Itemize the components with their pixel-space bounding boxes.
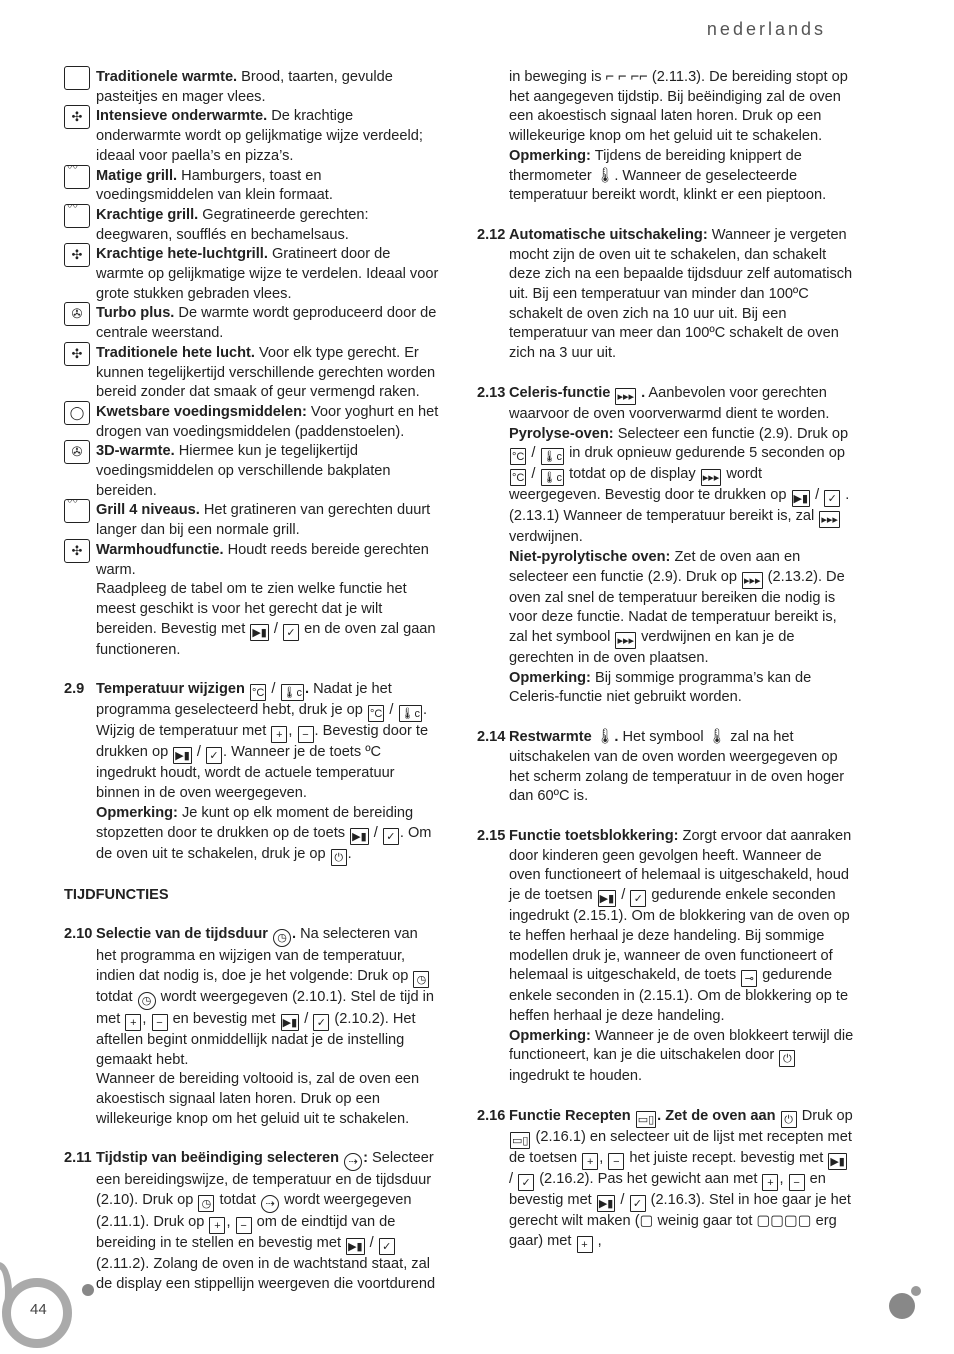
minus-key-icon: − [608, 1153, 624, 1170]
confirm-key-icon: ✓ [630, 890, 646, 907]
page-number: 44 [30, 1301, 47, 1318]
celsius-key-icon: °C [368, 705, 384, 722]
thermo-key-icon: 🌡c [541, 469, 564, 486]
section-2-14: 2.14 Restwarmte 🌡. Het symbool 🌡 zal na het uitschakelen van de oven worden weergegeven op het scherm zolang de temperatuur in de oven hoger dan 60ºC is. [477, 729, 845, 805]
mode-description: Voor elk type gerecht. Er kunnen tegelijkertijd verschillende gerechten worden bereid zonder dat smaak of geur vermengd raken. [96, 344, 436, 401]
cooking-mode-item [64, 442, 442, 501]
play-pause-key-icon: ▶▮ [792, 490, 811, 507]
celeris-icon: ▸▸▸ [615, 632, 636, 649]
mode-title: Matige grill. [96, 167, 178, 184]
mode-title: Grill 4 niveaus. [96, 502, 200, 519]
plus-key-icon: + [582, 1153, 598, 1170]
mode-description: Houdt reeds bereide gerechten warm. [96, 541, 429, 578]
plus-key-icon: + [271, 726, 287, 743]
celsius-key-icon: °C [250, 684, 266, 701]
time-functions-heading: TIJDFUNCTIES [64, 886, 169, 903]
play-pause-key-icon: ▶▮ [350, 828, 369, 845]
section-2-10: 2.10 Selectie van de tijdsduur ◷ . Na selecteren van het programma en wijzigen van de temperatuur, indien dat nodig is, doe je het volgende: Druk op ◷ totdat ◷ wordt weergegeven (2.10.1). Stel de tijd in met + , − en bevestig met ▶▮ / ✓ (2.10.2). Het aftellen begint onmiddellijk nadat je de instelling gemaakt hebt. Wanneer de bereiding voltooid is, zal de oven een akoestisch signaal laten horen. Druk op een willekeurige knop om het geluid uit te schakelen. [64, 926, 435, 1127]
mode-title: Krachtige grill. [96, 206, 199, 223]
section-2-11-continued: in beweging is ⌐ ⌐ ⌐⌐ (2.11.3). De bereiding stopt op het aangegeven tijdstip. Bij beëindiging zal de oven een akoestisch signaal laten horen. Druk op een willekeurige knop om het geluid uit te schakelen. Opmerking: Tijdens de bereiding knippert de thermometer 🌡. Wanneer de geselecteerde temperatuur bereikt wordt, klinkt er een pieptoon. [509, 69, 848, 204]
confirm-key-icon: ✓ [630, 1195, 646, 1212]
timer-icon: ◷ [273, 929, 291, 947]
power-key-icon: ⏻ [779, 1050, 795, 1067]
decorative-dot [889, 1293, 915, 1319]
mode-title: Intensieve onderwarmte. [96, 108, 268, 125]
dashed-line-display-icon: ⌐ ⌐ ⌐⌐ [605, 69, 648, 85]
thermometer-icon: 🌡 [595, 167, 615, 184]
confirm-key-icon: ✓ [518, 1174, 534, 1191]
recipe-book-icon: ▭▯ [636, 1111, 656, 1128]
plus-key-icon: + [209, 1217, 225, 1234]
celsius-key-icon: °C [510, 469, 526, 486]
minus-key-icon: − [152, 1014, 168, 1031]
mode-title: 3D-warmte. [96, 443, 175, 460]
minus-key-icon: − [789, 1174, 805, 1191]
cooking-mode-item [64, 68, 442, 107]
recipe-book-icon: ▭▯ [510, 1132, 530, 1149]
mode-title: Turbo plus. [96, 305, 175, 322]
power-key-icon: ⏻ [331, 849, 347, 866]
mode-description: De krachtige onderwarmte wordt op gelijkmatige wijze verdeeld; ideaal voor paella’s en pizza’s. [96, 108, 423, 164]
confirm-key-icon: ✓ [824, 490, 840, 507]
mode-title: Krachtige hete-luchtgrill. [96, 246, 268, 263]
strong-grill-icon [64, 204, 90, 228]
clock-key-icon: ◷ [413, 971, 429, 988]
play-pause-key-icon: ▶▮ [597, 1195, 616, 1212]
section-2-13: 2.13 Celeris-functie ▸▸▸ . Aanbevolen voor gerechten waarvoor de oven voorverwarmd dient te worden. Pyrolyse-oven: Selecteer een functie (2.9). Druk op °C / 🌡c in druk opnieuw gedurende 5 seconden op °C / 🌡c totdat op de display ▸▸▸ wordt weergegeven. Bevestig door te drukken op ▶▮ / ✓ . (2.13.1) Wanneer de temperatuur bereikt is, zal ▸▸▸ verdwijnen. Niet-pyrolytische oven: Zet de oven aan en selecteer een functie (2.9). Druk op ▸▸▸ (2.13.2). De oven zal snel de temperatuur bereiken die nodig is voor deze functie. Nadat de temperatuur bereikt is, zal het symbool ▸▸▸ verdwijnen en kan je de gerechten in de oven plaatsen. Opmerking: Bij sommige programma’s kan de Celeris-functie niet gebruikt worden. [477, 384, 850, 706]
timer-icon: ◷ [138, 992, 156, 1010]
section-2-9: 2.9 Temperatuur wijzigen °C / 🌡c . Nadat je het programma geselecteerd hebt, druk je op °C / 🌡c . Wijzig de temperatuur met + , − . Bevestig door te drukken op ▶▮ / ✓ . Wanneer je de toets ºC ingedrukt houdt, wordt de actuele temperatuur binnen in de oven weergegeven. Opmerking: Je kunt op elk moment de bereiding stopzetten door te drukken op de toets ▶▮ / ✓ . Om de oven uit te schakelen, druk je op ⏻ . [64, 681, 432, 864]
play-pause-key-icon: ▶▮ [281, 1014, 300, 1031]
traditional-hot-air-icon: ✣ [64, 342, 90, 366]
mode-description: Gratineert door de warmte op gelijkmatige wijze te verdelen. Ideaal voor grote stukken gebraden vlees. [96, 246, 439, 302]
thermo-key-icon: 🌡c [281, 684, 304, 701]
3d-heat-icon: ✇ [64, 440, 90, 464]
keep-warm-icon: ✣ [64, 539, 90, 563]
right-column [477, 68, 855, 1253]
turbo-plus-icon: ✇ [64, 302, 90, 326]
play-pause-key-icon: ▶▮ [828, 1153, 847, 1170]
minus-key-icon: − [298, 726, 314, 743]
play-pause-key-icon: ▶▮ [346, 1238, 365, 1255]
plus-key-icon: + [762, 1174, 778, 1191]
delicate-food-icon: ◯ [64, 401, 90, 425]
plus-key-icon: + [125, 1014, 141, 1031]
key-lock-icon: ⊸ [741, 970, 757, 987]
mild-grill-icon [64, 165, 90, 189]
cooking-mode-item [64, 245, 442, 304]
mode-description: Brood, taarten, gevulde pasteitjes en mager vlees. [96, 69, 393, 105]
confirm-key-icon: ✓ [283, 624, 299, 641]
cooking-mode-item [64, 107, 442, 166]
confirm-key-icon: ✓ [379, 1238, 395, 1255]
language-label: nederlands [706, 19, 826, 39]
celeris-icon: ▸▸▸ [701, 469, 722, 486]
minus-key-icon: − [236, 1217, 252, 1234]
mode-title: Warmhoudfunctie. [96, 541, 224, 558]
confirm-key-icon: ✓ [313, 1014, 329, 1031]
decorative-dot [911, 1286, 921, 1296]
play-pause-key-icon: ▶▮ [173, 747, 192, 764]
cooking-mode-item [64, 501, 442, 540]
confirm-key-icon: ✓ [206, 747, 222, 764]
cooking-mode-item [64, 344, 442, 403]
celeris-icon: ▸▸▸ [742, 572, 763, 589]
celsius-key-icon: °C [510, 448, 526, 465]
section-2-15: 2.15 Functie toetsblokkering: Zorgt ervoor dat aanraken door kinderen geen gevolgen heeft. Wanneer de oven functioneert of helemaal is uitgeschakeld, houd je de toetsen ▶▮ / ✓ gedurende enkele seconden ingedrukt (2.15.1). Om de blokkering van de oven op te heffen herhaal je deze handeling. Bij sommige modellen druk je, wanneer de oven functioneert of helemaal is uitgeschakeld, de toets ⊸ gedurende enkele seconden in (2.15.1). Om de blokkering op te heffen herhaal je deze handeling. Opmerking: Wanneer je de oven blokkeert terwijl die functioneert, kan je die uitschakelen door ⏻ ingedrukt te houden. [477, 827, 854, 1085]
decorative-dot [82, 1284, 94, 1296]
play-pause-key-icon: ▶▮ [250, 624, 269, 641]
end-time-icon: ⇢ [261, 1195, 279, 1213]
intensive-bottom-heat-icon: ✣ [64, 105, 90, 129]
mode-description: Voor yoghurt en het drogen van voedingsmiddelen (paddenstoelen). [96, 403, 439, 440]
mode-title: Traditionele hete lucht. [96, 344, 255, 361]
traditional-heat-icon [64, 66, 90, 90]
thermo-key-icon: 🌡c [399, 705, 422, 722]
end-time-icon: ⇢ [344, 1153, 362, 1171]
celeris-icon: ▸▸▸ [819, 511, 840, 528]
section-2-12: 2.12 Automatische uitschakeling: Wanneer je vergeten mocht zijn de oven uit te schakelen, dan schakelt deze zich na een bepaalde tijdsduur zelf automatisch uit. Bij een temperatuur van minder dan 100ºC schakelt de oven zich na 10 uur uit. Bij een temperatuur van meer dan 100ºC schakelt de oven zich na 3 uur uit. [477, 226, 853, 362]
mode-description: Gegratineerde gerechten: deegwaren, soufflés en bechamelsaus. [96, 206, 369, 243]
mode-description: Het gratineren van gerechten duurt langer dan bij een normale grill. [96, 502, 431, 539]
thermometer-icon: 🌡 [595, 729, 615, 746]
thermo-key-icon: 🌡c [541, 448, 564, 465]
clock-key-icon: ◷ [198, 1195, 214, 1212]
cooking-mode-item [64, 541, 442, 580]
celeris-icon: ▸▸▸ [615, 388, 636, 405]
power-key-icon: ⏻ [781, 1111, 797, 1128]
thermometer-icon: 🌡 [707, 729, 727, 746]
left-column [64, 68, 442, 1295]
confirm-key-icon: ✓ [383, 828, 399, 845]
plus-key-icon: + [577, 1236, 593, 1253]
modes-note: Raadpleeg de tabel om te zien welke functie het meest geschikt is voor het gerecht dat je wilt bereiden. Bevestig met ▶▮ / ✓ en de oven zal gaan functioneren. [96, 581, 436, 658]
mode-title: Traditionele warmte. [96, 69, 238, 85]
cooking-mode-item [64, 403, 442, 442]
section-2-11: 2.11 Tijdstip van beëindiging selecteren ⇢ : Selecteer een bereidingswijze, de temperatuur en de tijdsduur (2.10). Druk op ◷ totdat ⇢ wordt weergegeven (2.11.1). Druk op + , − om de eindtijd van de bereiding in te stellen en bevestig met ▶▮ / ✓ (2.11.2). Zolang de oven in de wachtstand staat, zal de display een stippellijn weergeven die voortdurend [64, 1150, 436, 1292]
doneness-4-icon: ▢▢▢▢ [756, 1213, 812, 1230]
mode-description: Hiermee kun je tegelijkertijd voedingsmiddelen op verschillende bakplaten bereiden. [96, 443, 391, 499]
section-2-16: 2.16 Functie Recepten ▭▯ . Zet de oven aan ⏻ Druk op ▭▯ (2.16.1) en selecteer uit de lijst met recepten met de toetsen + , − het juiste recept. bevestig met ▶▮ / ✓ (2.16.2). Pas het gewicht aan met + , − en bevestig met ▶▮ / ✓ (2.16.3). Stel in hoe gaar je het gerecht wilt maken (▢ weinig gaar tot ▢▢▢▢ erg gaar) met + , [477, 1108, 853, 1251]
cooking-mode-item [64, 167, 442, 206]
cooking-modes-list [64, 68, 442, 580]
play-pause-key-icon: ▶▮ [598, 890, 617, 907]
doneness-1-icon: ▢ [639, 1213, 654, 1230]
grill-4-levels-icon [64, 499, 90, 523]
mode-title: Kwetsbare voedingsmiddelen: [96, 403, 307, 420]
mode-description: Hamburgers, toast en voedingsmiddelen van klein formaat. [96, 167, 333, 204]
cooking-mode-item [64, 304, 442, 343]
hot-air-grill-icon: ✣ [64, 243, 90, 267]
mode-description: De warmte wordt geproduceerd door de centrale weerstand. [96, 305, 437, 342]
cooking-mode-item [64, 206, 442, 245]
